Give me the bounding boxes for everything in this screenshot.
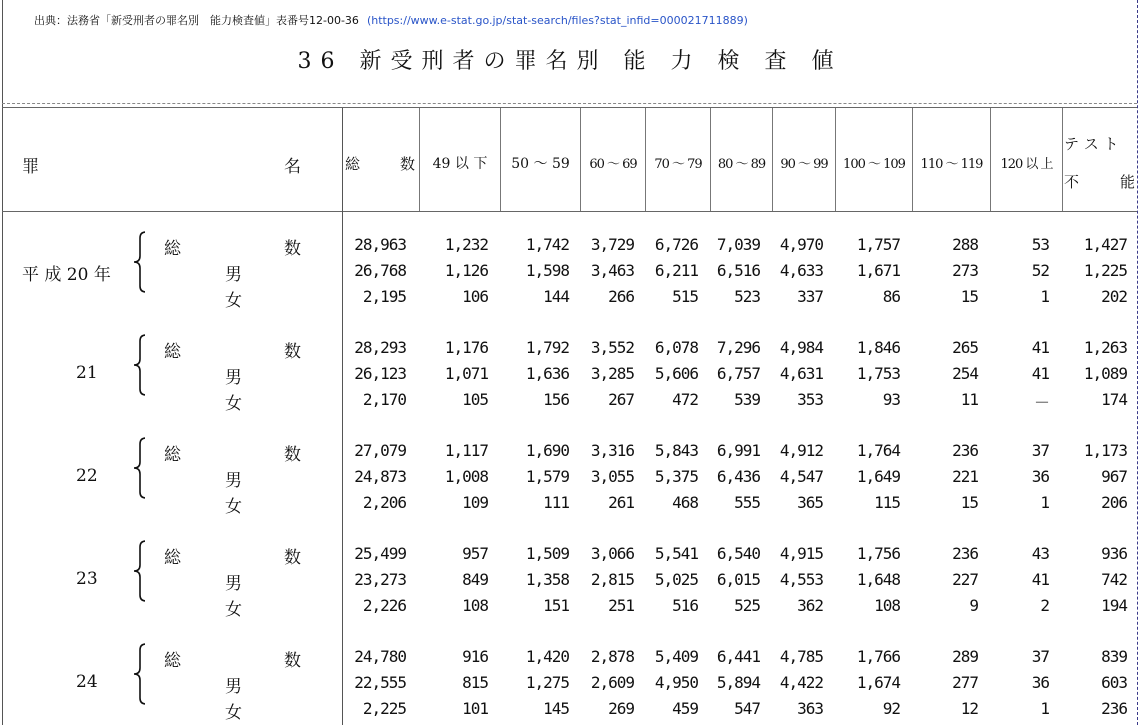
header-crime-right: 名 (284, 157, 301, 177)
table-cell: 967 (1101, 467, 1127, 486)
table-cell: 1,757 (856, 235, 900, 254)
row-label-total-b: 数 (284, 239, 301, 259)
table-cell: 6,540 (716, 544, 760, 563)
table-cell: 472 (672, 390, 698, 409)
table-cell: 206 (1101, 493, 1127, 512)
table-cell: 2,195 (362, 287, 406, 306)
table-cell: 3,552 (590, 338, 634, 357)
table-cell: 2,226 (362, 596, 406, 615)
table-cell: 2,815 (590, 570, 634, 589)
table-cell: 1,089 (1083, 364, 1127, 383)
table-cell: 105 (462, 390, 488, 409)
row-label-total-b: 数 (284, 548, 301, 568)
row-label-total-a: 総 (164, 548, 181, 568)
table-cell: 236 (952, 544, 978, 563)
table-cell: 37 (1031, 441, 1049, 460)
header-test-bottom-b: 能 (1120, 173, 1136, 191)
table-cell: 1,509 (525, 544, 569, 563)
row-label-female: 女 (225, 703, 242, 723)
table-cell: 11 (960, 390, 978, 409)
row-label-male: 男 (225, 368, 242, 388)
table-cell: 2,170 (362, 390, 406, 409)
table-cell: 26,123 (354, 364, 406, 383)
table-cell: 2,609 (590, 673, 634, 692)
table-cell: 6,757 (716, 364, 760, 383)
table-cell: 1,579 (525, 467, 569, 486)
table-cell: 815 (462, 673, 488, 692)
row-label-female: 女 (225, 600, 242, 620)
table-cell: 151 (543, 596, 569, 615)
header-col-110: 110 ～ 119 (920, 157, 983, 172)
table-cell: 26,768 (354, 261, 406, 280)
table-cell: 4,950 (654, 673, 698, 692)
table-cell: 1,671 (856, 261, 900, 280)
table-cell: 3,729 (590, 235, 634, 254)
table-cell: 1,846 (856, 338, 900, 357)
table-cell: 2,225 (362, 699, 406, 718)
table-cell: 742 (1101, 570, 1127, 589)
table-cell: － (1033, 393, 1049, 412)
source-label: 出典：法務省「新受刑者の罪名別 能力検査値」表番号12-00-36 (34, 14, 359, 27)
table-cell: 6,436 (716, 467, 760, 486)
table-cell: 4,547 (779, 467, 823, 486)
table-cell: 468 (672, 493, 698, 512)
table-cell: 53 (1031, 235, 1049, 254)
table-cell: 1,173 (1083, 441, 1127, 460)
table-cell: 273 (952, 261, 978, 280)
header-col-60: 60 ～ 69 (589, 157, 637, 172)
table-cell: 5,541 (654, 544, 698, 563)
table-cell: 7,039 (716, 235, 760, 254)
table-cell: 555 (734, 493, 760, 512)
table-cell: 1,648 (856, 570, 900, 589)
page-border-left (2, 0, 3, 725)
table-cell: 4,785 (779, 647, 823, 666)
page-border-right (1137, 0, 1138, 725)
table-cell: 1,690 (525, 441, 569, 460)
table-cell: 539 (734, 390, 760, 409)
header-col-50: 50 ～ 59 (511, 156, 570, 172)
year-label: 平 成 20 年 (22, 265, 111, 285)
year-label: 23 (76, 569, 98, 589)
table-cell: 515 (672, 287, 698, 306)
table-cell: 6,441 (716, 647, 760, 666)
table-cell: 1,176 (444, 338, 488, 357)
table-cell: 52 (1031, 261, 1049, 280)
table-cell: 4,633 (779, 261, 823, 280)
header-col-70: 70 ～ 79 (654, 157, 702, 172)
row-label-female: 女 (225, 497, 242, 517)
table-cell: 254 (952, 364, 978, 383)
table-cell: 849 (462, 570, 488, 589)
table-cell: 236 (1101, 699, 1127, 718)
table-cell: 43 (1031, 544, 1049, 563)
table-cell: 1,756 (856, 544, 900, 563)
table-cell: 15 (960, 493, 978, 512)
row-label-male: 男 (225, 471, 242, 491)
table-cell: 1,275 (525, 673, 569, 692)
table-cell: 41 (1031, 338, 1049, 357)
table-cell: 23,273 (354, 570, 406, 589)
table-cell: 7,296 (716, 338, 760, 357)
table-cell: 936 (1101, 544, 1127, 563)
table-cell: 86 (882, 287, 900, 306)
header-test-top: テ ス ト (1064, 135, 1119, 153)
table-cell: 4,915 (779, 544, 823, 563)
table-cell: 363 (797, 699, 823, 718)
header-crime-left: 罪 (22, 157, 39, 177)
row-label-total-b: 数 (284, 445, 301, 465)
header-col-120: 120 以 上 (1000, 157, 1053, 172)
table-cell: 523 (734, 287, 760, 306)
column-divider (1062, 108, 1063, 211)
table-cell: 5,843 (654, 441, 698, 460)
table-cell: 108 (462, 596, 488, 615)
table-cell: 115 (874, 493, 900, 512)
table-cell: 353 (797, 390, 823, 409)
table-cell: 1,792 (525, 338, 569, 357)
group-brace (133, 436, 145, 500)
table-cell: 1,764 (856, 441, 900, 460)
group-brace (133, 230, 145, 294)
header-col-80: 80 ～ 89 (717, 157, 766, 172)
table-cell: 174 (1101, 390, 1127, 409)
row-label-total-a: 総 (164, 342, 181, 362)
row-label-total-b: 数 (284, 342, 301, 362)
table-cell: 144 (543, 287, 569, 306)
table-cell: 106 (462, 287, 488, 306)
table-cell: 1,126 (444, 261, 488, 280)
table-cell: 1,636 (525, 364, 569, 383)
table-cell: 547 (734, 699, 760, 718)
table-cell: 93 (882, 390, 900, 409)
table-cell: 6,015 (716, 570, 760, 589)
table-cell: 277 (952, 673, 978, 692)
table-cell: 261 (608, 493, 634, 512)
table-cell: 111 (543, 493, 569, 512)
table-cell: 2,878 (590, 647, 634, 666)
table-cell: 2,206 (362, 493, 406, 512)
row-label-male: 男 (225, 574, 242, 594)
table-cell: 6,078 (654, 338, 698, 357)
table-cell: 156 (543, 390, 569, 409)
row-label-female: 女 (225, 394, 242, 414)
header-test-bottom-a: 不 (1064, 173, 1080, 191)
table-cell: 37 (1031, 647, 1049, 666)
table-cell: 839 (1101, 647, 1127, 666)
table-cell: 6,211 (654, 261, 698, 280)
year-label: 21 (76, 363, 98, 383)
table-cell: 1 (1040, 493, 1049, 512)
table-cell: 288 (952, 235, 978, 254)
table-cell: 28,293 (354, 338, 406, 357)
table-cell: 2 (1040, 596, 1049, 615)
table-cell: 9 (969, 596, 978, 615)
table-cell: 27,079 (354, 441, 406, 460)
table-cell: 4,631 (779, 364, 823, 383)
table-cell: 3,463 (590, 261, 634, 280)
table-cell: 202 (1101, 287, 1127, 306)
table-cell: 251 (608, 596, 634, 615)
table-cell: 957 (462, 544, 488, 563)
table-cell: 28,963 (354, 235, 406, 254)
table-cell: 41 (1031, 364, 1049, 383)
table-cell: 92 (882, 699, 900, 718)
column-divider (342, 108, 343, 725)
table-cell: 24,780 (354, 647, 406, 666)
table-cell: 516 (672, 596, 698, 615)
table-cell: 221 (952, 467, 978, 486)
table-cell: 227 (952, 570, 978, 589)
group-brace (133, 539, 145, 603)
table-cell: 1 (1040, 699, 1049, 718)
table-cell: 1,071 (444, 364, 488, 383)
table-cell: 362 (797, 596, 823, 615)
table-cell: 4,912 (779, 441, 823, 460)
table-cell: 265 (952, 338, 978, 357)
table-cell: 101 (462, 699, 488, 718)
table-cell: 1,766 (856, 647, 900, 666)
table-cell: 145 (543, 699, 569, 718)
table-cell: 194 (1101, 596, 1127, 615)
table-cell: 1,263 (1083, 338, 1127, 357)
table-cell: 1,008 (444, 467, 488, 486)
year-label: 24 (76, 672, 98, 692)
table-cell: 459 (672, 699, 698, 718)
header-top-rule (2, 107, 1137, 108)
header-col-90: 90 ～ 99 (780, 157, 828, 172)
table-cell: 4,422 (779, 673, 823, 692)
table-cell: 108 (874, 596, 900, 615)
group-brace (133, 642, 145, 706)
table-cell: 12 (960, 699, 978, 718)
header-col-49: 49 以 下 (432, 156, 488, 172)
table-cell: 5,025 (654, 570, 698, 589)
table-cell: 36 (1031, 467, 1049, 486)
row-label-male: 男 (225, 265, 242, 285)
table-cell: 1,742 (525, 235, 569, 254)
group-brace (133, 333, 145, 397)
table-cell: 22,555 (354, 673, 406, 692)
table-cell: 1,232 (444, 235, 488, 254)
table-cell: 6,991 (716, 441, 760, 460)
table-cell: 6,516 (716, 261, 760, 280)
table-cell: 236 (952, 441, 978, 460)
table-cell: 269 (608, 699, 634, 718)
table-cell: 3,066 (590, 544, 634, 563)
row-label-total-a: 総 (164, 651, 181, 671)
header-total-a: 総 (345, 155, 361, 173)
row-label-total-a: 総 (164, 239, 181, 259)
table-cell: 3,316 (590, 441, 634, 460)
row-label-total-a: 総 (164, 445, 181, 465)
source-citation (34, 12, 748, 28)
table-cell: 1,753 (856, 364, 900, 383)
table-cell: 1 (1040, 287, 1049, 306)
table-cell: 24,873 (354, 467, 406, 486)
table-cell: 1,225 (1083, 261, 1127, 280)
column-divider (419, 108, 420, 211)
table-cell: 603 (1101, 673, 1127, 692)
table-cell: 4,553 (779, 570, 823, 589)
header-total-b: 数 (400, 155, 416, 173)
table-cell: 365 (797, 493, 823, 512)
header-top-rule-dashed (2, 103, 1137, 104)
table-cell: 1,420 (525, 647, 569, 666)
table-cell: 1,674 (856, 673, 900, 692)
source-url[interactable]: (https://www.e-stat.go.jp/stat-search/files?stat_infid=000021711889) (366, 14, 748, 27)
table-cell: 5,606 (654, 364, 698, 383)
year-label: 22 (76, 466, 98, 486)
row-label-male: 男 (225, 677, 242, 697)
row-label-total-b: 数 (284, 651, 301, 671)
table-cell: 1,598 (525, 261, 569, 280)
table-cell: 916 (462, 647, 488, 666)
table-cell: 266 (608, 287, 634, 306)
table-cell: 5,409 (654, 647, 698, 666)
table-cell: 289 (952, 647, 978, 666)
table-cell: 3,055 (590, 467, 634, 486)
page-title: 36 新受刑者の罪名別 能 力 検 査 値 (297, 49, 843, 74)
table-cell: 41 (1031, 570, 1049, 589)
row-label-female: 女 (225, 291, 242, 311)
table-cell: 4,984 (779, 338, 823, 357)
table-cell: 1,427 (1083, 235, 1127, 254)
table-cell: 3,285 (590, 364, 634, 383)
table-cell: 5,894 (716, 673, 760, 692)
table-cell: 25,499 (354, 544, 406, 563)
table-cell: 6,726 (654, 235, 698, 254)
table-cell: 109 (462, 493, 488, 512)
table-cell: 1,117 (444, 441, 488, 460)
table-cell: 4,970 (779, 235, 823, 254)
table-cell: 1,649 (856, 467, 900, 486)
table-cell: 15 (960, 287, 978, 306)
table-cell: 36 (1031, 673, 1049, 692)
table-cell: 5,375 (654, 467, 698, 486)
table-cell: 525 (734, 596, 760, 615)
header-bottom-rule (2, 211, 1137, 212)
table-cell: 267 (608, 390, 634, 409)
table-cell: 1,358 (525, 570, 569, 589)
table-cell: 337 (797, 287, 823, 306)
header-col-100: 100 ～ 109 (843, 157, 905, 172)
